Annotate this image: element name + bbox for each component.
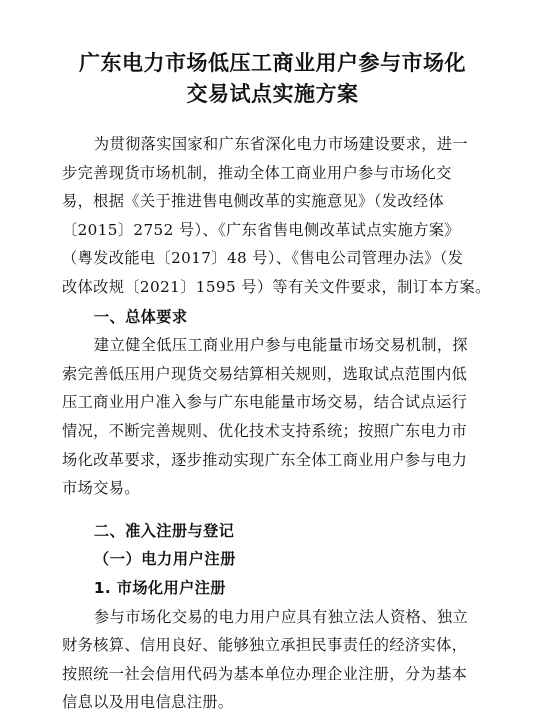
paragraph-line: 信息以及用电信息注册。 — [62, 693, 234, 712]
paragraph-line: 参与市场化交易的电力用户应具有独立法人资格、独立 — [93, 607, 469, 626]
paragraph-line: 改体改规〔2021〕1595 号）等有关文件要求，制订本方案。 — [62, 277, 491, 296]
paragraph-line: 压工商业用户准入参与广东电能量市场交易，结合试点运行 — [62, 393, 468, 412]
paragraph-line: 易，根据《关于推进售电侧改革的实施意见》（发改经体 — [62, 192, 445, 211]
paragraph-line: 为贯彻落实国家和广东省深化电力市场建设要求，进一 — [93, 135, 469, 153]
paragraph-line: 情况，不断完善规则、优化技术支持系统；按照广东电力市 — [62, 421, 468, 440]
paragraph-line: 按照统一社会信用代码为基本单位办理企业注册，分为基本 — [62, 664, 468, 683]
paragraph-line: 市场交易。 — [62, 479, 140, 498]
title-line-2: 交易试点实施方案 — [186, 82, 359, 106]
paragraph-line: 〔2015〕2752 号）、《广东省售电侧改革试点实施方案》 — [62, 220, 460, 239]
intro-paragraph — [62, 130, 491, 302]
market-user-registration-paragraph — [62, 603, 483, 717]
paragraph-line: （粤发改能电〔2017〕48 号）、《售电公司管理办法》（发 — [62, 249, 464, 268]
title-line-1: 广东电力市场低压工商业用户参与市场化 — [79, 51, 466, 75]
section-heading-registration: 二、准入注册与登记 — [93, 521, 235, 540]
paragraph-line: 索完善低压用户现货交易结算相关规则，选取试点范围内低 — [62, 364, 468, 383]
subsection-heading-user-registration: （一）电力用户注册 — [93, 550, 236, 569]
item-heading-market-user-registration: 1. 市场化用户注册 — [93, 578, 226, 597]
paragraph-line: 建立健全低压工商业用户参与电能量市场交易机制，探 — [93, 336, 469, 355]
paragraph-line: 步完善现货市场机制，推动全体工商业用户参与市场化交 — [62, 163, 452, 182]
document-title — [62, 48, 483, 110]
paragraph-line: 场化改革要求，逐步推动实现广东全体工商业用户参与电力 — [62, 450, 468, 469]
general-requirements-paragraph — [62, 331, 483, 503]
paragraph-line: 财务核算、信用良好、能够独立承担民事责任的经济实体， — [62, 636, 468, 655]
section-heading-general-requirements: 一、总体要求 — [93, 307, 188, 326]
